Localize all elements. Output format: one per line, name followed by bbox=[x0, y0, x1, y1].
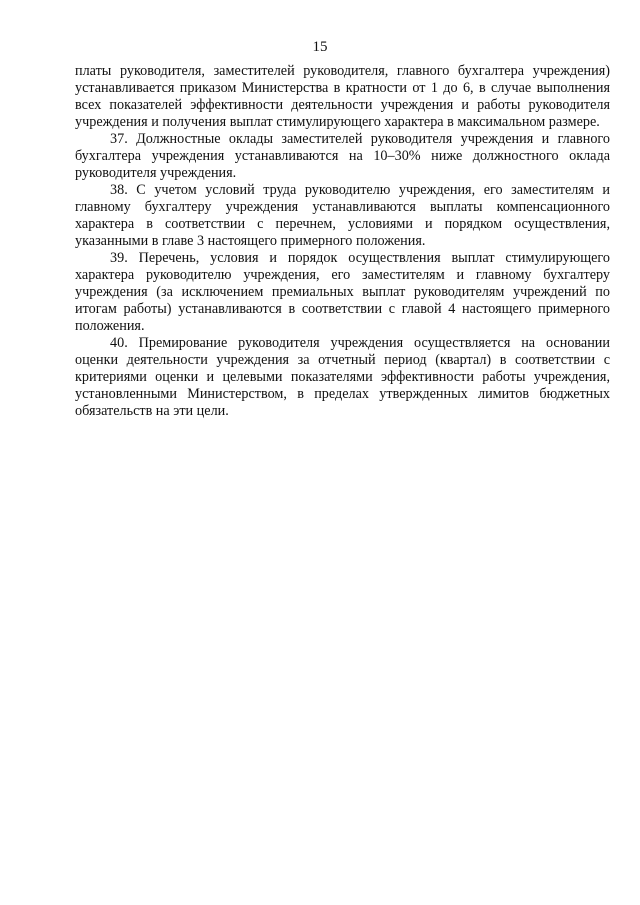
paragraph-continuation: платы руководителя, заместителей руководителя, главного бухгалтера учреждения) устанавливается приказом Министерства в кратности от 1 до 6, в случае выполнения всех показателей эффективности деятельности учреждения и работы руководителя учреждения и получения выплат стимулирующего характера в максимальном размере. bbox=[75, 63, 610, 130]
paragraph-40: 40. Премирование руководителя учреждения осуществляется на основании оценки деятельности учреждения за отчетный период (квартал) в соответствии с критериями оценки и целевыми показателями эффективности работы учреждения, установленными Министерством, в пределах утвержденных лимитов бюджетных обязательств на эти цели. bbox=[75, 335, 610, 419]
document-body bbox=[75, 63, 610, 420]
page-number: 15 bbox=[312, 39, 328, 55]
paragraph-37: 37. Должностные оклады заместителей руководителя учреждения и главного бухгалтера учреждения устанавливаются на 10–30% ниже должностного оклада руководителя учреждения. bbox=[75, 131, 610, 181]
paragraph-39: 39. Перечень, условия и порядок осуществления выплат стимулирующего характера руководителю учреждения, его заместителям и главному бухгалтеру учреждения (за исключением премиальных выплат руководителям учреждений по итогам работы) устанавливаются в соответствии с главой 4 настоящего примерного положения. bbox=[75, 250, 610, 334]
paragraph-38: 38. С учетом условий труда руководителю учреждения, его заместителям и главному бухгалтеру учреждения устанавливаются выплаты компенсационного характера в соответствии с перечнем, условиями и порядком осуществления, указанными в главе 3 настоящего примерного положения. bbox=[75, 182, 610, 249]
